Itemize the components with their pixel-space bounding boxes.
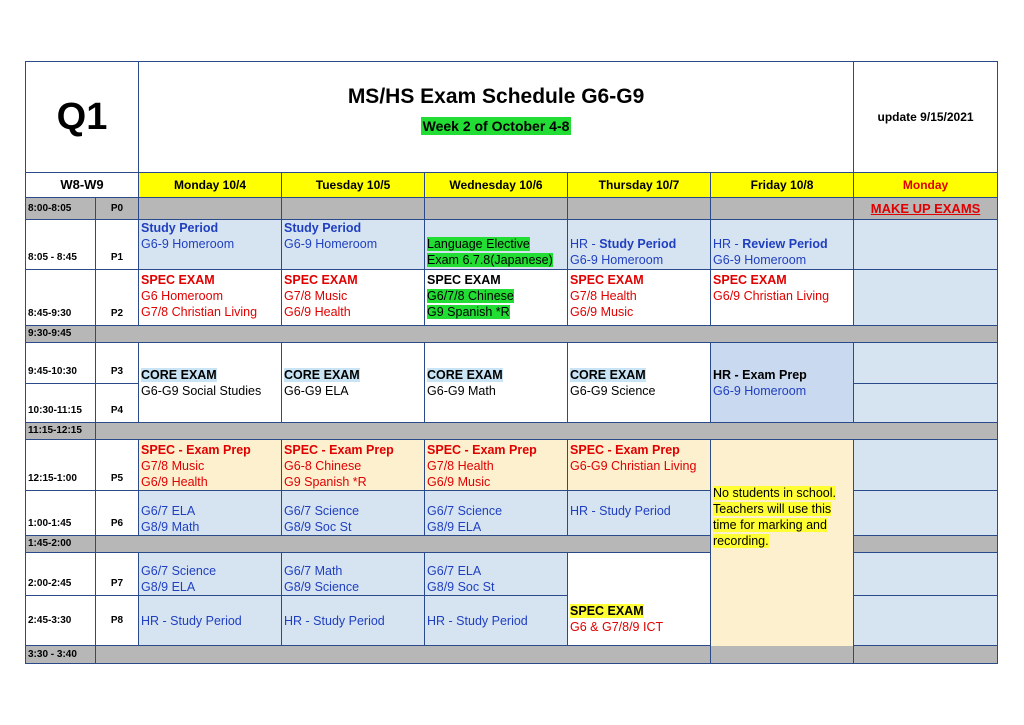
break-row-3-next bbox=[854, 536, 998, 553]
p1-thu-prefix: HR - bbox=[570, 237, 600, 251]
cell-thu-p1 bbox=[568, 220, 711, 270]
cell-wed-p5 bbox=[425, 440, 568, 491]
p5-tue-line1: G6-8 Chinese bbox=[284, 459, 362, 473]
cell-fri-p0 bbox=[711, 198, 854, 220]
p6-wed-line1: G6/7 Science bbox=[427, 504, 503, 518]
day-header-monday: Monday 10/4 bbox=[139, 173, 282, 198]
cell-next-p8 bbox=[854, 596, 998, 646]
core-mon-title: CORE EXAM bbox=[141, 367, 217, 382]
day-header-wednesday: Wednesday 10/6 bbox=[425, 173, 568, 198]
day-header-tuesday: Tuesday 10/5 bbox=[282, 173, 425, 198]
p6-mon-line1: G6/7 ELA bbox=[141, 504, 196, 518]
p5-mon-line2: G6/9 Health bbox=[141, 475, 208, 489]
core-thu-title: CORE EXAM bbox=[570, 367, 646, 382]
cell-tue-p5 bbox=[282, 440, 425, 491]
time-break1: 9:30-9:45 bbox=[26, 326, 96, 343]
cell-mon-p1 bbox=[139, 220, 282, 270]
time-p1: 8:05 - 8:45 bbox=[26, 220, 96, 270]
period-p6: P6 bbox=[96, 491, 139, 536]
p7-mon-line2: G8/9 ELA bbox=[141, 580, 196, 594]
p8-thu-title: SPEC EXAM bbox=[570, 604, 644, 618]
p5-wed-line2: G6/9 Music bbox=[427, 475, 491, 489]
p1-thu-title: Study Period bbox=[599, 237, 677, 251]
p5-wed-line1: G7/8 Health bbox=[427, 459, 494, 473]
friday-note-line4: recording. bbox=[713, 533, 769, 548]
p5-mon-title: SPEC - Exam Prep bbox=[141, 443, 251, 457]
update-label: update 9/15/2021 bbox=[854, 62, 998, 173]
p1-tue-detail: G6-9 Homeroom bbox=[284, 237, 378, 251]
cell-mon-core bbox=[139, 343, 282, 423]
cell-mon-p5 bbox=[139, 440, 282, 491]
period-p5: P5 bbox=[96, 440, 139, 491]
p2-mon-title: SPEC EXAM bbox=[141, 273, 215, 287]
day-header-friday: Friday 10/8 bbox=[711, 173, 854, 198]
time-break4: 3:30 - 3:40 bbox=[26, 646, 96, 664]
core-thu-subject: G6-G9 Science bbox=[570, 383, 656, 398]
p2-wed-title: SPEC EXAM bbox=[427, 273, 501, 287]
time-p4: 10:30-11:15 bbox=[26, 384, 96, 423]
time-break3: 1:45-2:00 bbox=[26, 536, 96, 553]
cell-fri-p2 bbox=[711, 270, 854, 326]
weeks-label: W8-W9 bbox=[26, 173, 139, 198]
cell-wed-p2 bbox=[425, 270, 568, 326]
period-p3: P3 bbox=[96, 343, 139, 384]
cell-wed-core bbox=[425, 343, 568, 423]
p2-tue-line2: G6/9 Health bbox=[284, 305, 351, 319]
cell-fri-afternoon bbox=[711, 440, 854, 664]
p6-mon-line2: G8/9 Math bbox=[141, 520, 200, 534]
break-row-3 bbox=[96, 536, 711, 553]
p7-tue-line2: G8/9 Science bbox=[284, 580, 360, 594]
p1-tue-title: Study Period bbox=[284, 221, 362, 235]
cell-tue-p8: HR - Study Period bbox=[282, 596, 425, 646]
p7-mon-line1: G6/7 Science bbox=[141, 564, 217, 578]
cell-next-p6 bbox=[854, 491, 998, 536]
p2-fri-line1: G6/9 Christian Living bbox=[713, 289, 830, 303]
cell-mon-p8: HR - Study Period bbox=[139, 596, 282, 646]
cell-fri-p1 bbox=[711, 220, 854, 270]
cell-thu-p6 bbox=[568, 491, 711, 536]
break-row-4 bbox=[96, 646, 998, 664]
p7-wed-line1: G6/7 ELA bbox=[427, 564, 482, 578]
cell-thu-p2 bbox=[568, 270, 711, 326]
cell-next-p4 bbox=[854, 384, 998, 423]
core-fri-title: HR - Exam Prep bbox=[713, 367, 807, 382]
quarter-label: Q1 bbox=[26, 62, 139, 173]
p2-tue-line1: G7/8 Music bbox=[284, 289, 348, 303]
p5-thu-line1: G6-G9 Christian Living bbox=[570, 459, 697, 473]
p1-thu-detail: G6-9 Homeroom bbox=[570, 253, 664, 267]
core-wed-subject: G6-G9 Math bbox=[427, 383, 496, 398]
time-p8: 2:45-3:30 bbox=[26, 596, 96, 646]
friday-note-line3: time for marking and bbox=[713, 517, 827, 532]
p2-mon-line2: G7/8 Christian Living bbox=[141, 305, 258, 319]
time-p5: 12:15-1:00 bbox=[26, 440, 96, 491]
p8-thu-line1: G6 & G7/8/9 ICT bbox=[570, 620, 664, 634]
cell-tue-p6 bbox=[282, 491, 425, 536]
p1-fri-detail: G6-9 Homeroom bbox=[713, 253, 807, 267]
p6-tue-line1: G6/7 Science bbox=[284, 504, 360, 518]
p5-tue-line2: G9 Spanish *R bbox=[284, 475, 367, 489]
cell-wed-p8: HR - Study Period bbox=[425, 596, 568, 646]
week-label: Week 2 of October 4-8 bbox=[422, 118, 570, 134]
time-break2: 11:15-12:15 bbox=[26, 423, 96, 440]
core-tue-subject: G6-G9 ELA bbox=[284, 383, 349, 398]
cell-thu-core bbox=[568, 343, 711, 423]
cell-wed-p7 bbox=[425, 553, 568, 596]
p2-wed-line2: G9 Spanish *R bbox=[427, 305, 510, 319]
period-p2: P2 bbox=[96, 270, 139, 326]
p1-mon-detail: G6-9 Homeroom bbox=[141, 237, 235, 251]
period-p0: P0 bbox=[96, 198, 139, 220]
p1-fri-prefix: HR - bbox=[713, 237, 743, 251]
day-header-next-monday: Monday bbox=[854, 173, 998, 198]
p7-tue-line1: G6/7 Math bbox=[284, 564, 343, 578]
p2-thu-line1: G7/8 Health bbox=[570, 289, 637, 303]
p2-thu-line2: G6/9 Music bbox=[570, 305, 634, 319]
p1-wed-line2: Exam 6.7.8(Japanese) bbox=[427, 253, 553, 267]
p2-wed-line1: G6/7/8 Chinese bbox=[427, 289, 514, 303]
p5-mon-line1: G7/8 Music bbox=[141, 459, 205, 473]
core-fri-detail: G6-9 Homeroom bbox=[713, 383, 807, 398]
cell-next-p1 bbox=[854, 220, 998, 270]
p7-wed-line2: G8/9 Soc St bbox=[427, 580, 495, 594]
cell-tue-p7 bbox=[282, 553, 425, 596]
cell-next-p5 bbox=[854, 440, 998, 491]
time-p7: 2:00-2:45 bbox=[26, 553, 96, 596]
cell-fri-core bbox=[711, 343, 854, 423]
p6-thu-line1: HR - Study Period bbox=[570, 504, 671, 518]
p2-tue-title: SPEC EXAM bbox=[284, 273, 358, 287]
cell-wed-p1 bbox=[425, 220, 568, 270]
period-p8: P8 bbox=[96, 596, 139, 646]
page-title: MS/HS Exam Schedule G6-G9 bbox=[347, 85, 645, 108]
cell-tue-core bbox=[282, 343, 425, 423]
time-p6: 1:00-1:45 bbox=[26, 491, 96, 536]
p1-fri-title: Review Period bbox=[742, 237, 828, 251]
p5-thu-title: SPEC - Exam Prep bbox=[570, 443, 680, 457]
core-wed-title: CORE EXAM bbox=[427, 367, 503, 382]
p5-tue-title: SPEC - Exam Prep bbox=[284, 443, 394, 457]
break-row-2 bbox=[96, 423, 998, 440]
cell-wed-p6 bbox=[425, 491, 568, 536]
cell-mon-p7 bbox=[139, 553, 282, 596]
cell-tue-p1 bbox=[282, 220, 425, 270]
period-p7: P7 bbox=[96, 553, 139, 596]
title-cell bbox=[139, 62, 854, 173]
time-p0: 8:00-8:05 bbox=[26, 198, 96, 220]
cell-thu-p7-p8 bbox=[568, 553, 711, 646]
day-header-thursday: Thursday 10/7 bbox=[568, 173, 711, 198]
cell-thu-p0 bbox=[568, 198, 711, 220]
p6-tue-line2: G8/9 Soc St bbox=[284, 520, 352, 534]
p2-mon-line1: G6 Homeroom bbox=[141, 289, 223, 303]
p5-wed-title: SPEC - Exam Prep bbox=[427, 443, 537, 457]
cell-tue-p0 bbox=[282, 198, 425, 220]
p2-fri-title: SPEC EXAM bbox=[713, 273, 787, 287]
exam-schedule-table bbox=[25, 61, 998, 664]
cell-mon-p2 bbox=[139, 270, 282, 326]
p6-wed-line2: G8/9 ELA bbox=[427, 520, 482, 534]
cell-wed-p0 bbox=[425, 198, 568, 220]
time-p3: 9:45-10:30 bbox=[26, 343, 96, 384]
p1-wed-line1: Language Elective bbox=[427, 237, 530, 251]
core-mon-subject: G6-G9 Social Studies bbox=[141, 383, 262, 398]
friday-note-line2: Teachers will use this bbox=[713, 501, 832, 516]
break-row-1 bbox=[96, 326, 998, 343]
cell-tue-p2 bbox=[282, 270, 425, 326]
cell-next-p2 bbox=[854, 270, 998, 326]
cell-next-p7 bbox=[854, 553, 998, 596]
period-p4: P4 bbox=[96, 384, 139, 423]
makeup-exams-label: MAKE UP EXAMS bbox=[854, 198, 998, 220]
p2-thu-title: SPEC EXAM bbox=[570, 273, 644, 287]
period-p1: P1 bbox=[96, 220, 139, 270]
cell-next-p3 bbox=[854, 343, 998, 384]
core-tue-title: CORE EXAM bbox=[284, 367, 360, 382]
p1-mon-title: Study Period bbox=[141, 221, 219, 235]
cell-mon-p6 bbox=[139, 491, 282, 536]
cell-thu-p5 bbox=[568, 440, 711, 491]
time-p2: 8:45-9:30 bbox=[26, 270, 96, 326]
cell-mon-p0 bbox=[139, 198, 282, 220]
friday-note-line1: No students in school. bbox=[713, 485, 837, 500]
